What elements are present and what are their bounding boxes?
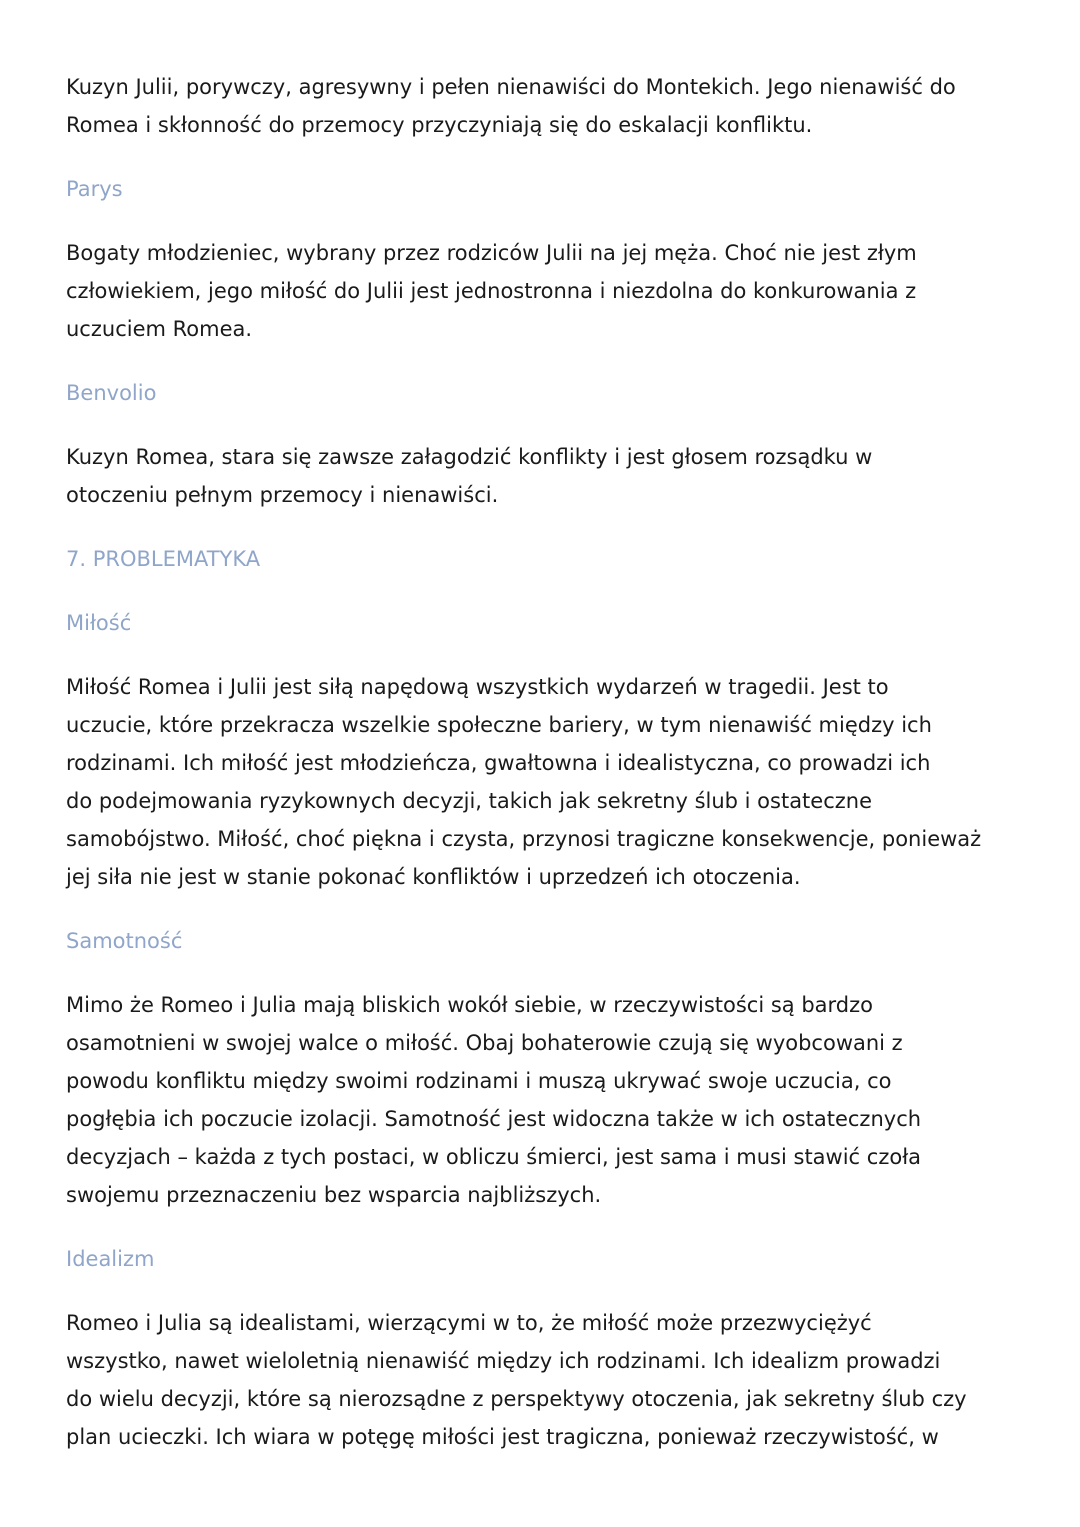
heading-text: Parys [66, 177, 123, 201]
paragraph-line: samobójstwo. Miłość, choć piękna i czysta, przynosi tragiczne konsekwencje, ponieważ [66, 827, 982, 851]
heading-text: 7. PROBLEMATYKA [66, 547, 261, 571]
paragraph-line: rodzinami. Ich miłość jest młodzieńcza, gwałtowna i idealistyczna, co prowadzi ich [66, 751, 931, 775]
paragraph [66, 68, 1046, 144]
paragraph-line: człowiekiem, jego miłość do Julii jest jednostronna i niezdolna do konkurowania z [66, 279, 917, 303]
paragraph-line: Kuzyn Julii, porywczy, agresywny i pełen nienawiści do Montekich. Jego nienawiść do [66, 75, 956, 99]
section-heading [66, 374, 1046, 412]
section-heading [66, 922, 1046, 960]
paragraph-line: otoczeniu pełnym przemocy i nienawiści. [66, 483, 499, 507]
section-heading [66, 604, 1046, 642]
paragraph-line: osamotnieni w swojej walce o miłość. Obaj bohaterowie czują się wyobcowani z [66, 1031, 903, 1055]
heading-text: Miłość [66, 611, 132, 635]
paragraph [66, 986, 1046, 1214]
paragraph-line: jej siła nie jest w stanie pokonać konfliktów i uprzedzeń ich otoczenia. [66, 865, 801, 889]
paragraph [66, 234, 1046, 348]
paragraph-line: decyzjach – każda z tych postaci, w obliczu śmierci, jest sama i musi stawić czoła [66, 1145, 922, 1169]
heading-text: Idealizm [66, 1247, 155, 1271]
paragraph-line: do wielu decyzji, które są nierozsądne z perspektywy otoczenia, jak sekretny ślub czy [66, 1387, 967, 1411]
paragraph-line: Bogaty młodzieniec, wybrany przez rodziców Julii na jej męża. Choć nie jest złym [66, 241, 917, 265]
paragraph [66, 668, 1046, 896]
paragraph-line: Romeo i Julia są idealistami, wierzącymi w to, że miłość może przezwyciężyć [66, 1311, 872, 1335]
paragraph [66, 438, 1046, 514]
paragraph-line: Kuzyn Romea, stara się zawsze załagodzić konflikty i jest głosem rozsądku w [66, 445, 873, 469]
paragraph-line: plan ucieczki. Ich wiara w potęgę miłości jest tragiczna, ponieważ rzeczywistość, w [66, 1425, 939, 1449]
paragraph-line: powodu konfliktu między swoimi rodzinami i muszą ukrywać swoje uczucia, co [66, 1069, 892, 1093]
heading-text: Benvolio [66, 381, 157, 405]
paragraph-line: Romea i skłonność do przemocy przyczyniają się do eskalacji konfliktu. [66, 113, 813, 137]
paragraph [66, 1304, 1046, 1456]
section-heading [66, 540, 1046, 578]
paragraph-line: do podejmowania ryzykownych decyzji, takich jak sekretny ślub i ostateczne [66, 789, 873, 813]
paragraph-line: swojemu przeznaczeniu bez wsparcia najbliższych. [66, 1183, 602, 1207]
document-body [66, 68, 1046, 1482]
heading-text: Samotność [66, 929, 183, 953]
paragraph-line: Mimo że Romeo i Julia mają bliskich wokół siebie, w rzeczywistości są bardzo [66, 993, 874, 1017]
paragraph-line: Miłość Romea i Julii jest siłą napędową wszystkich wydarzeń w tragedii. Jest to [66, 675, 889, 699]
paragraph-line: uczuciem Romea. [66, 317, 253, 341]
paragraph-line: uczucie, które przekracza wszelkie społeczne bariery, w tym nienawiść między ich [66, 713, 932, 737]
section-heading [66, 1240, 1046, 1278]
section-heading [66, 170, 1046, 208]
paragraph-line: wszystko, nawet wieloletnią nienawiść między ich rodzinami. Ich idealizm prowadzi [66, 1349, 941, 1373]
paragraph-line: pogłębia ich poczucie izolacji. Samotność jest widoczna także w ich ostatecznych [66, 1107, 922, 1131]
